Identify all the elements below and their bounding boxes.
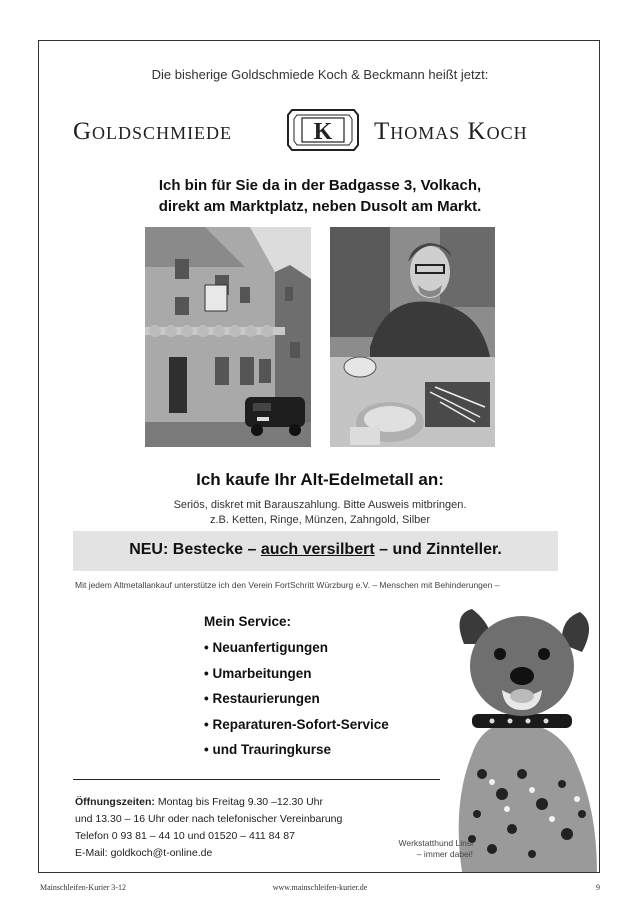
service-item: • Umarbeitungen (204, 665, 312, 681)
buy-title: Ich kaufe Ihr Alt-Edelmetall an: (196, 470, 444, 489)
neu-banner-text (73, 541, 558, 559)
brand-header (0, 108, 640, 154)
dog-caption-line-2: – immer dabei! (416, 849, 473, 859)
hours-line-1: Montag bis Freitag 9.30 –12.30 Uhr (154, 796, 324, 808)
shop-address (0, 175, 640, 217)
service-list (204, 635, 389, 763)
neu-part-2: auch versilbert (260, 541, 375, 558)
buy-line-2: z.B. Ketten, Ringe, Münzen, Zahngold, Silber (209, 514, 431, 526)
brand-name-right: Thomas Koch (374, 118, 528, 145)
neu-part-1: NEU: Bestecke – (129, 541, 261, 558)
buy-line-1: Seriös, diskret mit Barauszahlung. Bitte Ausweis mitbringen. (173, 499, 467, 511)
buy-description (0, 498, 640, 528)
footer-publication: Mainschleifen-Kurier 3-12 (40, 883, 126, 892)
page-number: 9 (596, 883, 600, 892)
address-line-2: direkt am Marktplatz, neben Dusolt am Markt. (158, 198, 482, 215)
service-item: • Reparaturen-Sofort-Service (204, 716, 389, 732)
brand-name-left: Goldschmiede (73, 118, 233, 145)
dog-caption (385, 838, 473, 860)
logo-letter: K (313, 119, 333, 145)
dog-caption-line-1: Werkstatthund Linsi (398, 838, 473, 848)
footer-website: www.mainschleifen-kurier.de (272, 883, 368, 892)
hours-line-2: und 13.30 – 16 Uhr oder nach telefonischer Vereinbarung (75, 813, 343, 825)
dog-photo (452, 604, 600, 872)
service-item: • Neuanfertigungen (204, 640, 328, 655)
shop-building-photo (145, 227, 311, 447)
hours-label: Öffnungszeiten: (75, 796, 155, 808)
service-item: • Restaurierungen (204, 691, 320, 707)
service-item: • und Trauringkurse (204, 742, 331, 758)
k-logo-icon (286, 108, 360, 152)
opening-hours (75, 794, 342, 862)
neu-part-3: – und Zinnteller. (374, 541, 502, 558)
verein-note: Mit jedem Altmetallankauf unterstütze ich den Verein FortSchritt Würzburg e.V. – Menschen mit Behinderungen – (75, 580, 500, 590)
email-address: E-Mail: goldkoch@t-online.de (75, 847, 213, 859)
phone-numbers: Telefon 0 93 81 – 44 10 und 01520 – 411 84 87 (75, 830, 295, 842)
service-title: Mein Service: (204, 614, 292, 629)
divider-line (73, 779, 440, 780)
intro-text: Die bisherige Goldschmiede Koch & Beckmann heißt jetzt: (151, 67, 489, 82)
address-line-1: Ich bin für Sie da in der Badgasse 3, Volkach, (158, 177, 482, 194)
goldsmith-photo (330, 227, 495, 447)
